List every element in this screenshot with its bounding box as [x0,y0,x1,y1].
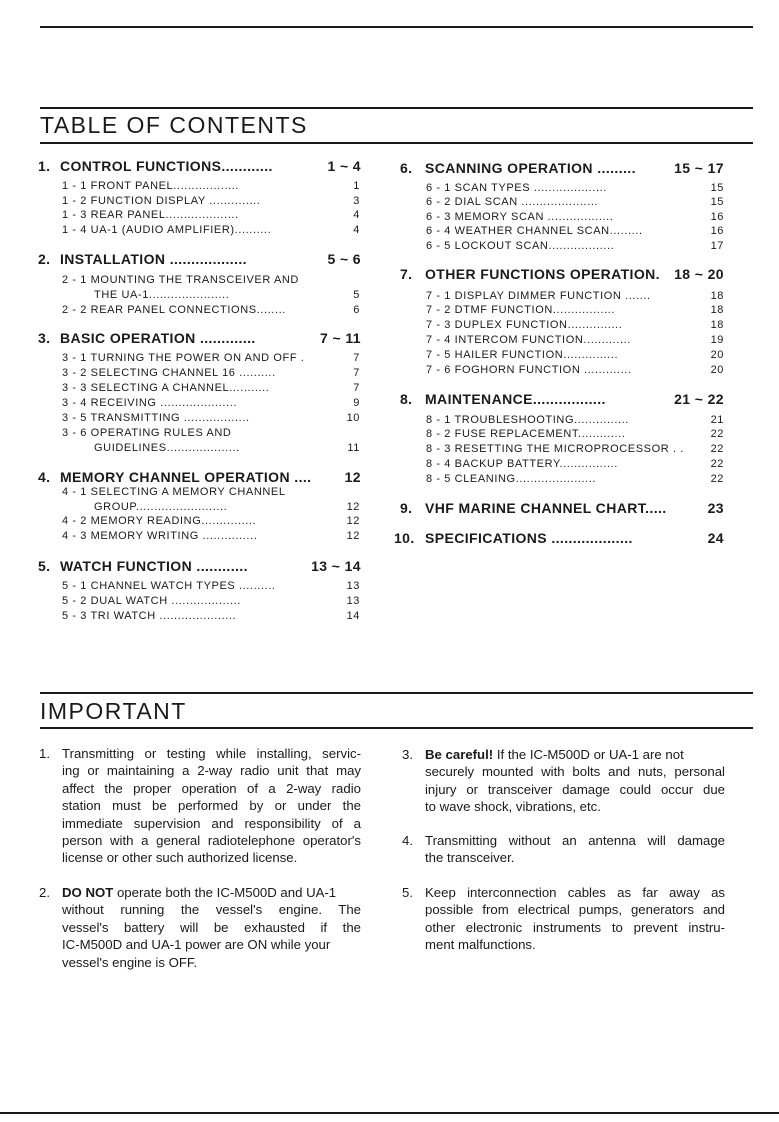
toc-item-7-3: 7 - 3 DUPLEX FUNCTION............... 18 [426,319,724,331]
toc-item-7-4: 7 - 4 INTERCOM FUNCTION............. 19 [426,334,724,346]
toc-item-2-1-cont: THE UA-1...................... 5 [94,289,360,301]
toc-item-4-2: 4 - 2 MEMORY READING............... 12 [62,515,360,527]
bottom-rule [0,1112,779,1114]
important-top-rule [40,692,753,694]
toc-item-1-4: 1 - 4 UA-1 (AUDIO AMPLIFIER).......... 4 [62,224,360,236]
toc-item-5-3: 5 - 3 TRI WATCH ..................... 14 [62,610,360,622]
toc-item-3-3: 3 - 3 SELECTING A CHANNEL........... 7 [62,382,360,394]
toc-item-2-2: 2 - 2 REAR PANEL CONNECTIONS........ 6 [62,304,360,316]
toc-item-7-6: 7 - 6 FOGHORN FUNCTION ............. 20 [426,364,724,376]
toc-heading: TABLE OF CONTENTS [40,112,308,138]
do-not-emphasis: DO NOT [62,885,114,900]
toc-item-4-1-cont: GROUP......................... 12 [94,501,360,513]
toc-item-8-1: 8 - 1 TROUBLESHOOTING............... 21 [426,414,724,426]
toc-item-6-4: 6 - 4 WEATHER CHANNEL SCAN......... 16 [426,225,724,237]
important-heading: IMPORTANT [40,698,187,724]
important-bottom-rule [40,727,753,729]
toc-item-1-1: 1 - 1 FRONT PANEL.................. 1 [62,180,360,192]
toc-item-4-1: 4 - 1 SELECTING A MEMORY CHANNEL [62,486,286,498]
toc-item-3-6-cont: GUIDELINES.................... 11 [94,442,360,454]
toc-item-3-1: 3 - 1 TURNING THE POWER ON AND OFF . 7 [62,352,360,364]
toc-item-8-5: 8 - 5 CLEANING...................... 22 [426,473,724,485]
toc-item-5-1: 5 - 1 CHANNEL WATCH TYPES .......... 13 [62,580,360,592]
toc-item-3-2: 3 - 2 SELECTING CHANNEL 16 .......... 7 [62,367,360,379]
be-careful-emphasis: Be careful! [425,747,494,762]
toc-item-6-3: 6 - 3 MEMORY SCAN .................. 16 [426,211,724,223]
toc-item-8-4: 8 - 4 BACKUP BATTERY................ 22 [426,458,724,470]
toc-item-2-1: 2 - 1 MOUNTING THE TRANSCEIVER AND [62,274,299,286]
toc-item-4-3: 4 - 3 MEMORY WRITING ............... 12 [62,530,360,542]
toc-item-7-1: 7 - 1 DISPLAY DIMMER FUNCTION ....... 18 [426,290,724,302]
toc-right-column: 6. SCANNING OPERATION ......... 15 ~ 17 6 - 1 SCAN TYPES .................... 15 6 - 2 DIAL SCAN ..................... 15 6 - 3 MEMORY SCAN .................. 16 6 - 4 WEATHER CHANNEL SCAN......... 16 6 - 5 LOCKOUT SCAN.................. 17 7. OTHER FUNCTIONS OPERATION. 18 ~ 20 7 - 1 DISPLAY DIMMER FUNCTION ....... 18 7 - 2 DTMF FUNCTION................. 18 7 - 3 DUPLEX FUNCTION............... 18 7 - 4 INTERCOM FUNCTION............. 19 7 - 5 HAILER FUNCTION............... 20 7 - 6 FOGHORN FUNCTION ............. 20 8. MAINTENANCE................. 21 ~ 22 8 - 1 TROUBLESHOOTING............... 21 8 - 2 FUSE REPLACEMENT............. 22 8 - 3 RESETTING THE MICROPROCESSOR . . 22 8 - 4 BACKUP BATTERY................ 22 8 - 5 CLEANING...................... 22 9. VHF MARINE CHANNEL CHART..... 23 10. SPECIFICATIONS ................... 24 [394,160,724,546]
toc-item-1-3: 1 - 3 REAR PANEL.................... 4 [62,209,360,221]
toc-item-6-5: 6 - 5 LOCKOUT SCAN.................. 17 [426,240,724,252]
toc-item-7-2: 7 - 2 DTMF FUNCTION................. 18 [426,304,724,316]
toc-item-3-6: 3 - 6 OPERATING RULES AND [62,427,232,439]
toc-item-1-2: 1 - 2 FUNCTION DISPLAY .............. 3 [62,195,360,207]
toc-item-6-1: 6 - 1 SCAN TYPES .................... 15 [426,182,724,194]
toc-item-8-2: 8 - 2 FUSE REPLACEMENT............. 22 [426,428,724,440]
toc-item-5-2: 5 - 2 DUAL WATCH ................... 13 [62,595,360,607]
toc-item-8-3: 8 - 3 RESETTING THE MICROPROCESSOR . . 22 [426,443,724,455]
toc-left-column: 1. CONTROL FUNCTIONS............ 1 ~ 4 1 - 1 FRONT PANEL.................. 1 1 - 2 FUNCTION DISPLAY .............. 3 1 - 3 REAR PANEL.................... 4 1 - 4 UA-1 (AUDIO AMPLIFIER).......... 4 2. INSTALLATION .................. 5 ~ 6 2 - 1 MOUNTING THE TRANSCEIVER AND THE UA-1...................... 5 2 - 2 REAR PANEL CONNECTIONS........ 6 3. BASIC OPERATION ............. 7 ~ 11 3 - 1 TURNING THE POWER ON AND OFF . 7 3 - 2 SELECTING CHANNEL 16 .......... 7 3 - 3 SELECTING A CHANNEL........... 7 3 - 4 RECEIVING ..................... 9 3 - 5 TRANSMITTING .................. 10 3 - 6 OPERATING RULES AND GUIDELINES.................... 11 4. MEMORY CHANNEL OPERATION .... 12 4 - 1 SELECTING A MEMORY CHANNEL GROUP......................... 12 4 - 2 MEMORY READING............... 12 4 - 3 MEMORY WRITING ............... 12 5. WATCH FUNCTION ............ 13 ~ 14 5 - 1 CHANNEL WATCH TYPES .......... 13 5 - 2 DUAL WATCH ................... 13 5 - 3 TRI WATCH ..................... 14 [38,158,361,622]
toc-item-6-2: 6 - 2 DIAL SCAN ..................... 15 [426,196,724,208]
toc-item-3-5: 3 - 5 TRANSMITTING .................. 10 [62,412,360,424]
toc-item-3-4: 3 - 4 RECEIVING ..................... 9 [62,397,360,409]
toc-item-7-5: 7 - 5 HAILER FUNCTION............... 20 [426,349,724,361]
